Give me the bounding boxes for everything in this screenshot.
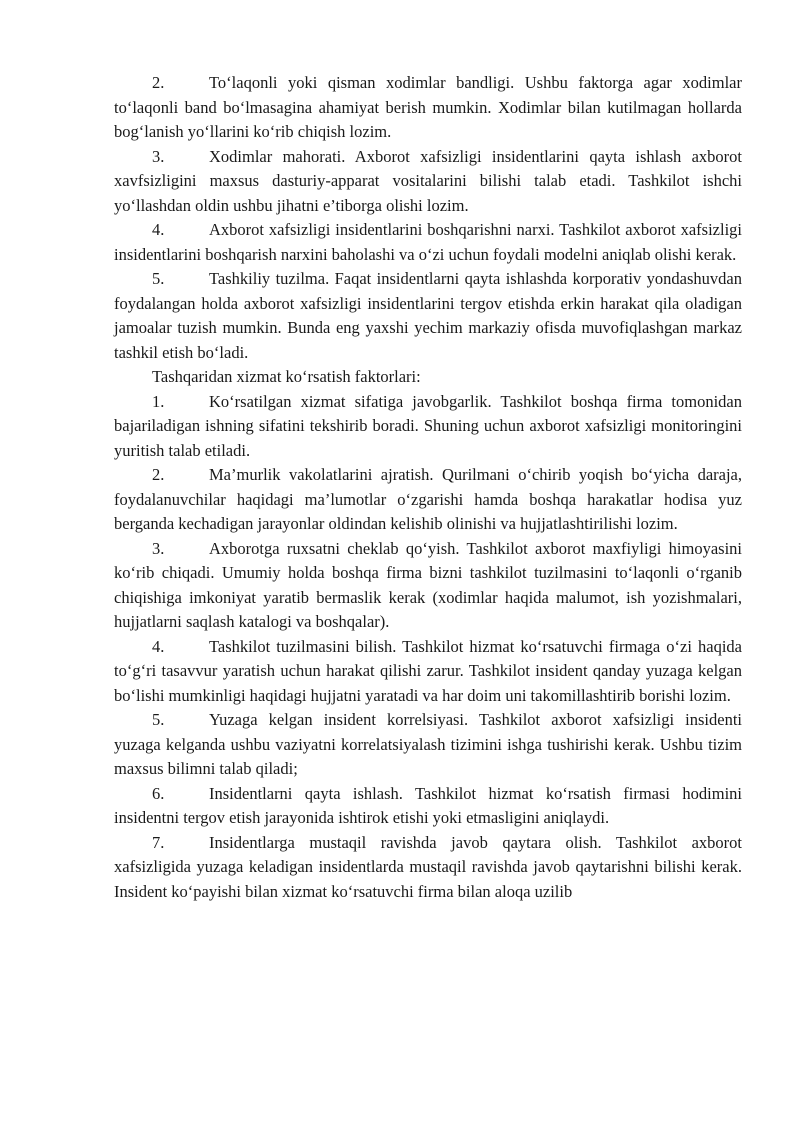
list-item-b-2 [114, 463, 742, 537]
item-number: 2. [152, 73, 165, 92]
item-number: 1. [152, 391, 165, 411]
item-text: Xodimlar mahorati. Axborot xafsizligi insidentlarini qayta ishlash axborot xavfsizligini maxsus dasturiy-apparat vositalarini bilishi talab etadi. Tashkilot ishchi yo‘llashdan oldin ushbu jihatni e’tiborga olishi lozim. [114, 146, 742, 215]
item-number: 3. [152, 146, 165, 166]
item-text: Ko‘rsatilgan xizmat sifatiga javobgarlik. Tashkilot boshqa firma tomonidan bajariladigan ishning sifatini tekshirib boradi. Shuning uchun axborot xafsizligi monitoringini yuritish talab etiladi. [114, 391, 742, 460]
item-text: Axborotga ruxsatni cheklab qo‘yish. Tashkilot axborot maxfiyligi himoyasini ko‘rib chiqadi. Umumiy holda boshqa firma bizni tashkilot tuzilmasini to‘laqonli o‘rganib chiqishiga imkoniyat yaratib bermaslik kerak (xodimlar haqida malumot, ish yozishmalari, hujjatlarni saqlash katalogi va boshqalar). [114, 538, 742, 631]
item-number: 3. [152, 538, 165, 558]
list-item-b-7 [114, 831, 742, 905]
list-item-a-3 [114, 145, 742, 219]
list-item-b-5 [114, 708, 742, 782]
item-number: 5. [152, 710, 165, 729]
item-number: 2. [152, 465, 165, 484]
item-number: 7. [152, 832, 165, 852]
item-text: Tashkilot tuzilmasini bilish. Tashkilot hizmat ko‘rsatuvchi firmaga o‘zi haqida to‘g‘ri tasavvur yaratish uchun harakat qilishi zarur. Tashkilot insident qanday yuzaga kelgan bo‘lishi mumkinligi haqidagi hujjatni yaratadi va har doim uni takomillashtirib borishi lozim. [114, 636, 742, 705]
item-text: Ma’murlik vakolatlarini ajratish. Qurilmani o‘chirib yoqish bo‘yicha daraja, foydalanuvchilar haqidagi ma’lumotlar o‘zgarishi hamda boshqa harakatlar hodisa yuz berganda kechadigan jarayonlar oldindan kelishib olinishi va hujjatlashtirilishi lozim. [114, 465, 742, 533]
list-item-a-2 [114, 71, 742, 145]
list-item-a-4 [114, 218, 742, 267]
item-text: Insidentlarni qayta ishlash. Tashkilot hizmat ko‘rsatish firmasi hodimini insidentni tergov etish jarayonida ishtirok etishi yoki etmasligini aniqlaydi. [114, 783, 742, 827]
item-number: 4. [152, 636, 165, 656]
list-item-b-3 [114, 537, 742, 635]
item-text: To‘laqonli yoki qisman xodimlar bandligi. Ushbu faktorga agar xodimlar to‘laqonli band bo‘lmasagina ahamiyat berish mumkin. Xodimlar bilan kutilmagan hollarda bog‘lanish yo‘llarini ko‘rib chiqish lozim. [114, 73, 742, 141]
item-text: Tashkiliy tuzilma. Faqat insidentlarni qayta ishlashda korporativ yondashuvdan foydalangan holda axborot xafsizligi insidentlarini tergov etishda erkin harakat qila oladigan jamoalar tuzish mumkin. Bunda eng yaxshi yechim markaziy ofisda muvofiqlashgan markaz tashkil etish bo‘ladi. [114, 269, 742, 362]
list-item-b-4 [114, 635, 742, 709]
item-text: Yuzaga kelgan insident korrelsiyasi. Tashkilot axborot xafsizligi insidenti yuzaga kelganda ushbu vaziyatni korrelatsiyalash tizimini ishga tushirishi kerak. Ushbu tizim maxsus bilimni talab qiladi; [114, 710, 742, 778]
item-number: 4. [152, 220, 165, 239]
item-text: Insidentlarga mustaqil ravishda javob qaytara olish. Tashkilot axborot xafsizligida yuzaga keladigan insidentlarda mustaqil ravishda javob qaytarishni bilishi kerak. Insident ko‘payishi bilan xizmat ko‘rsatuvchi firma bilan aloqa uzilib [114, 832, 742, 901]
list-item-b-6 [114, 782, 742, 831]
section-heading: Tashqaridan xizmat ko‘rsatish faktorlari: [152, 367, 421, 386]
document-page [114, 71, 742, 904]
list-item-b-1 [114, 390, 742, 464]
item-number: 6. [152, 783, 165, 803]
item-text: Axborot xafsizligi insidentlarini boshqarishni narxi. Tashkilot axborot xafsizligi insidentlarini boshqarish narxini baholashi va o‘zi uchun foydali modelni aniqlab olishi kerak. [114, 220, 742, 264]
list-item-a-5 [114, 267, 742, 365]
item-number: 5. [152, 269, 165, 288]
